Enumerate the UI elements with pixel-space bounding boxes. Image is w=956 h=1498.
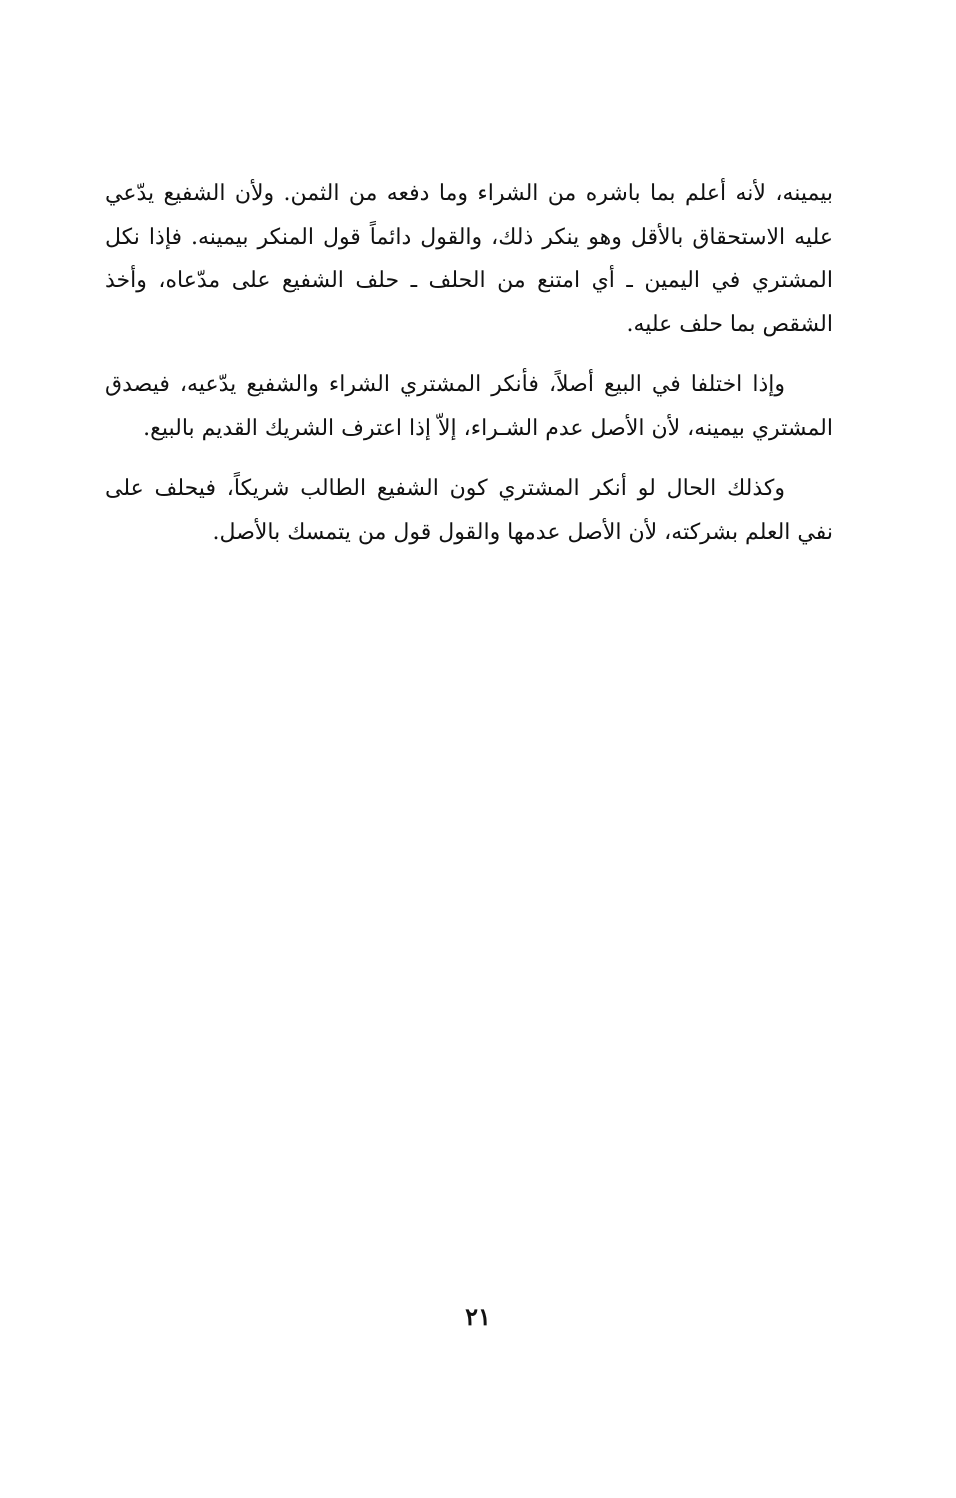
paragraph-2: وإذا اختلفا في البيع أصلاً، فأنكر المشتري الشراء والشفيع يدّعيه، فيصدق المشتري بيمينه، لأن الأصل عدم الشـراء، إلاّ إذا اعترف الشريك القديم بالبيع. <box>105 372 833 441</box>
paragraph-spacer <box>105 346 833 363</box>
paragraph-1: بيمينه، لأنه أعلم بما باشره من الشراء وما دفعه من الثمن. ولأن الشفيع يدّعي عليه الاستحقاق بالأقل وهو ينكر ذلك، والقول دائماً قول المنكر بيمينه. فإذا نكل المشتري في اليمين ـ أي امتنع من الحلف ـ حلف الشفيع على مدّعاه، وأخذ الشقص بما حلف عليه. <box>105 181 833 337</box>
paragraph-spacer <box>105 450 833 467</box>
paragraph-3: وكذلك الحال لو أنكر المشتري كون الشفيع الطالب شريكاً، فيحلف على نفي العلم بشركته، لأن الأصل عدمها والقول قول من يتمسك بالأصل. <box>105 476 833 545</box>
page-number: ٢١ <box>465 1302 491 1331</box>
body-text <box>105 172 833 554</box>
